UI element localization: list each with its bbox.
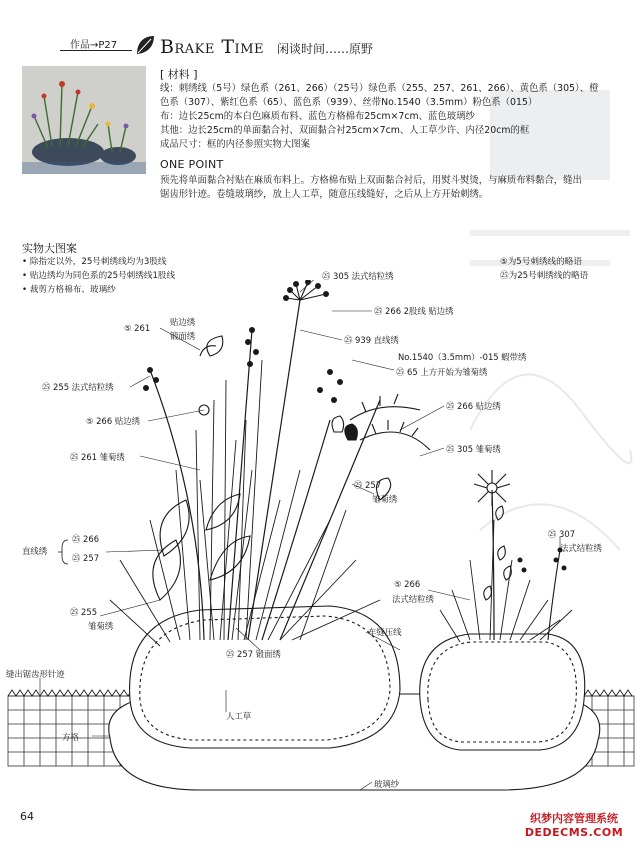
- stitch-label: No.1540（3.5mm）-015 蝦带绣: [398, 352, 527, 362]
- stitch-label: ⑤ 266: [394, 579, 421, 589]
- stitch-label: ㉕ 65 上方开始为雏菊绣: [396, 367, 488, 377]
- page-reference-tag: 作品→P27: [70, 40, 118, 51]
- stitch-label: 雏菊绣: [372, 494, 398, 504]
- legend-item: ㉕为25号刺绣线的略语: [500, 271, 589, 281]
- stitch-label: 车缝压线: [368, 627, 402, 637]
- leaf-shape: [206, 494, 240, 530]
- material-label: 方格: [62, 732, 79, 742]
- one-point-line: 锯齿形针迹。卷缝玻璃纱，放上人工草，随意压线缝好，之后从上方开始刺绣。: [160, 189, 489, 200]
- materials-heading: [ 材料 ]: [160, 68, 198, 81]
- pattern-note: • 贴边绣均为同色系的25号刺绣线1股线: [22, 271, 176, 281]
- page-subtitle: 闲谈时间……原野: [277, 42, 374, 56]
- product-photo: [22, 66, 146, 174]
- pattern-note-text: 除指定以外，25号刺绣线均为3股线: [29, 257, 167, 267]
- pattern-heading: 实物大图案: [22, 242, 77, 255]
- stitch-label: ㉕ 257: [354, 480, 382, 490]
- star-flower: [474, 470, 510, 506]
- large-mound: [130, 606, 400, 748]
- stitch-label: 法式结粒绣: [560, 543, 602, 553]
- stitch-label: ⑤ 261: [124, 323, 151, 333]
- stitch-label: ㉕ 266 贴边绣: [446, 401, 501, 411]
- pattern-note-text: 贴边绣均为同色系的25号刺绣线1股线: [29, 271, 176, 281]
- one-point-heading: ONE POINT: [160, 158, 224, 171]
- stitch-label: 法式结粒绣: [392, 594, 434, 604]
- leaf-icon: [134, 34, 156, 56]
- legend-item: ⑤为5号刺绣线的略语: [500, 257, 582, 267]
- small-mound: [420, 634, 585, 750]
- stitch-label: ㉕ 255 法式结粒绣: [42, 382, 114, 392]
- embroidery-photo-illustration: [22, 66, 146, 174]
- one-point-text: [160, 174, 614, 202]
- stitch-label: ㉕ 266 2股线 贴边绣: [374, 306, 454, 316]
- embroidery-pattern-drawing: [0, 280, 640, 810]
- stitch-label: ㉕ 305 法式结粒绣: [322, 271, 394, 281]
- material-label: 人工草: [226, 711, 252, 721]
- page-number: 64: [20, 810, 34, 823]
- materials-line: 色系（307）、紫红色系（65）、蓝色系（939）、丝带No.1540（3.5mm）粉色系（015）: [160, 97, 538, 108]
- stitch-label: ㉕ 255: [70, 607, 98, 617]
- leaf-shape: [210, 536, 250, 580]
- stitch-label: ⑤ 266 贴边绣: [86, 416, 140, 426]
- stitch-label: ㉕ 257: [72, 553, 100, 563]
- watermark: [508, 806, 640, 844]
- pattern-note: • 除指定以外，25号刺绣线均为3股线: [22, 257, 167, 267]
- stitch-label: ㉕ 266: [72, 534, 100, 544]
- stitch-label: 缝出锯齿形针迹: [6, 669, 65, 679]
- watermark-line: 织梦内容管理系统: [530, 812, 618, 825]
- materials-line: 成品尺寸：框的内径参照实物大图案: [160, 139, 311, 150]
- materials-list: [160, 82, 618, 152]
- header-rule: [60, 50, 132, 51]
- stitch-label: ㉕ 257 锻面绣: [226, 649, 281, 659]
- stitch-label: ㉕ 261 雏菊绣: [70, 452, 125, 462]
- one-point-line: 预先将单面黏合衬贴在麻质布料上。方格棉布贴上双面黏合衬后，用熨斗熨烫，与麻质布料黏合，缝出: [160, 175, 582, 186]
- stitch-label: 贴边绣: [170, 317, 196, 327]
- stitch-label: ㉕ 939 直线绣: [344, 335, 399, 345]
- materials-line: 其他：边长25cm的单面黏合衬、双面黏合衬25cm×7cm、人工草少许、内径20cm的框: [160, 125, 530, 136]
- material-label: 玻璃纱: [374, 779, 400, 789]
- page-title: Brake Time: [160, 36, 264, 58]
- stitch-label: 雏菊绣: [88, 621, 114, 631]
- pattern-note: • 裁剪方格棉布、玻璃纱: [22, 285, 116, 295]
- stitch-label: 锻面绣: [170, 331, 196, 341]
- stitch-label: ㉕ 307: [548, 529, 576, 539]
- watermark-line: DEDECMS.COM: [524, 826, 624, 839]
- materials-line: 布：边长25cm的本白色麻质布料、蓝色方格棉布25cm×7cm、蓝色玻璃纱: [160, 111, 475, 122]
- zigzag-stitch: [8, 690, 136, 696]
- stitch-label: 直线绣: [22, 546, 48, 556]
- pattern-note-text: 裁剪方格棉布、玻璃纱: [29, 285, 116, 295]
- materials-line: 线：刺绣线（5号）绿色系（261、266）（25号）绿色系（255、257、261、266）、黄色系（305）、橙: [160, 83, 599, 94]
- stitch-label: ㉕ 305 雏菊绣: [446, 444, 501, 454]
